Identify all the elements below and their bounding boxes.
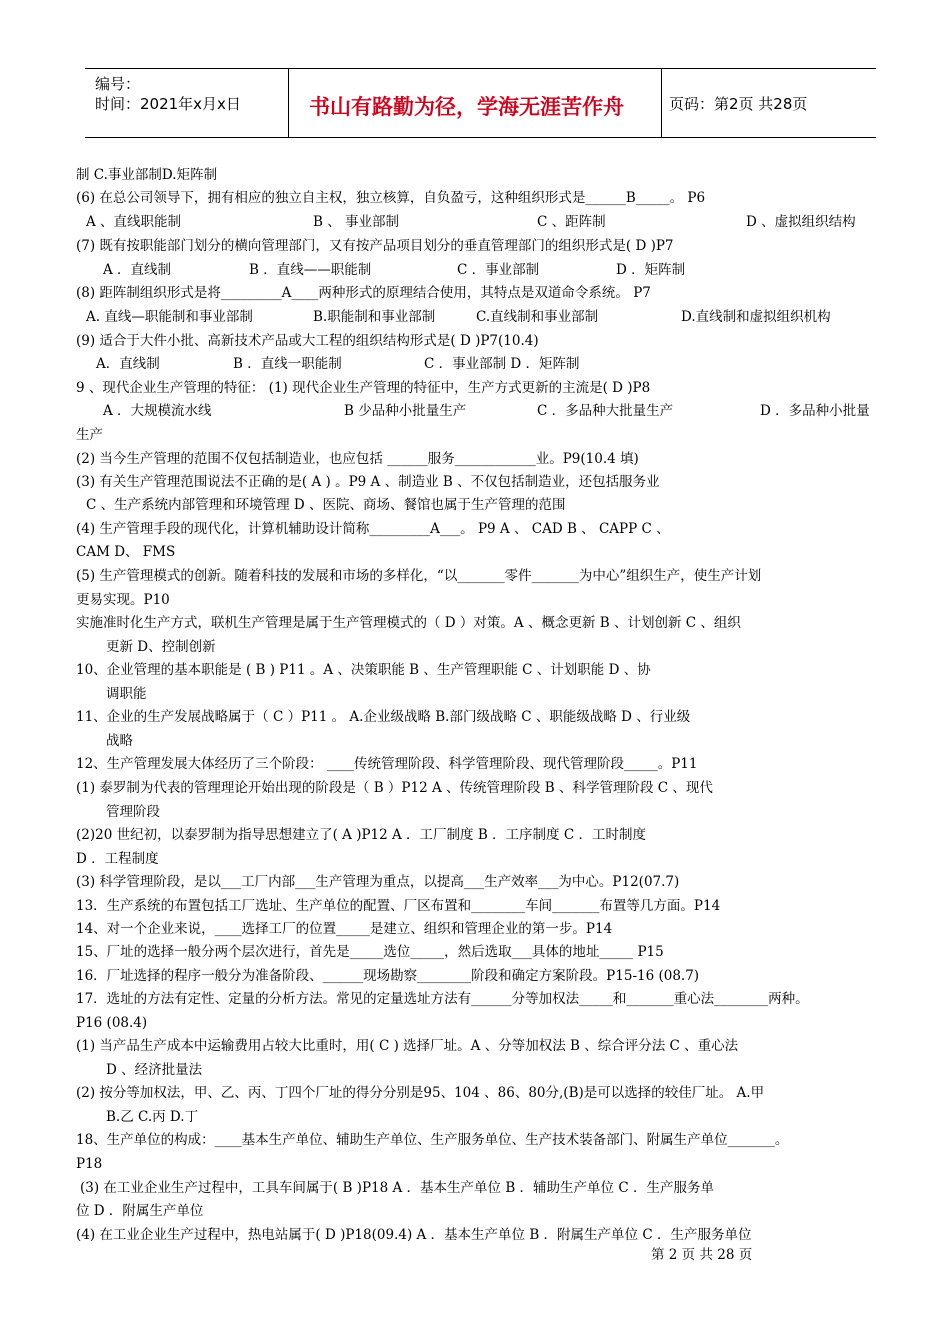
text-line [0, 683, 950, 705]
text-segment: 管理阶段 [106, 804, 160, 820]
text-line [0, 1035, 950, 1057]
text-line [0, 730, 950, 752]
text-segment: C ．事业部制 D ．矩阵制 [424, 356, 580, 372]
text-line [0, 235, 950, 257]
text-line [0, 565, 950, 587]
text-line [0, 448, 950, 470]
text-segment: (2) 按分等加权法，甲、乙、丙、丁四个厂址的得分分别是95、104 、86、80分,(B)是可以选择的较佳厂址。 A.甲 [76, 1085, 765, 1101]
text-segment: (8) 距阵制组织形式是将_________A____两种形式的原理结合使用，其特点是双道命令系统。 P7 [76, 285, 651, 301]
text-segment: 9 、现代企业生产管理的特征： (1) 现代企业生产管理的特征中，生产方式更新的主流是( D )P8 [76, 380, 651, 396]
text-segment: 实施准时化生产方式，联机生产管理是属于生产管理模式的（ D ）对策。A 、概念更新 B 、计划创新 C 、组织 [76, 615, 741, 631]
text-line [0, 1177, 950, 1199]
text-segment: B 、 事业部制 [313, 214, 400, 230]
text-segment: A 、直线职能制 [86, 214, 182, 230]
text-line [0, 941, 950, 963]
text-segment: C.直线制和事业部制 [476, 309, 599, 325]
text-line [0, 377, 950, 399]
text-line [0, 753, 950, 775]
text-segment: 10、企业管理的基本职能是 ( B ) P11 。A 、决策职能 B 、生产管理职能 C 、计划职能 D 、协 [76, 662, 651, 678]
text-segment: 14、对一个企业来说，____选择工厂的位置_____是建立、组织和管理企业的第一步。P14 [76, 921, 613, 937]
text-segment: 17．选址的方法有定性、定量的分析方法。常见的定量选址方法有______分等加权法_____和_______重心法________两种。 [76, 991, 809, 1007]
header-motto-cell [288, 69, 662, 137]
text-line [0, 801, 950, 823]
text-line [0, 1059, 950, 1081]
text-segment: 12、生产管理发展大体经历了三个阶段： ____传统管理阶段、科学管理阶段、现代管理阶段_____。P11 [76, 756, 698, 772]
header-table [85, 68, 876, 138]
text-line [0, 848, 950, 870]
text-segment: P16 (08.4) [76, 1015, 148, 1031]
time-label: 时间：2021年x月x日 [95, 95, 241, 113]
text-segment: (6) 在总公司领导下，拥有相应的独立自主权，独立核算，自负盈亏，这种组织形式是______B_____。 P6 [76, 190, 706, 206]
text-line [0, 1153, 950, 1175]
text-line [0, 824, 950, 846]
header-left-cell [85, 69, 288, 137]
text-segment: D.直线制和虚拟组织机构 [681, 309, 831, 325]
text-segment: 生产 [76, 427, 103, 443]
text-line [0, 871, 950, 893]
text-line [0, 1200, 950, 1222]
text-segment: B ．直线一职能制 [233, 356, 342, 372]
text-line [0, 918, 950, 940]
text-segment: 调职能 [106, 686, 147, 702]
text-line [0, 211, 950, 233]
text-line [0, 1224, 950, 1246]
text-segment: 15、厂址的选择一般分两个层次进行，首先是_____选位_____，然后选取___具体的地址_____ P15 [76, 944, 664, 960]
text-segment: (3) 科学管理阶段，是以___工厂内部___生产管理为重点，以提高___生产效率___为中心。P12(07.7) [76, 874, 680, 890]
text-line [0, 518, 950, 540]
text-segment: (1) 当产品生产成本中运输费用占较大比重时，用( C ) 选择厂址。A 、分等加权法 B 、综合评分法 C 、重心法 [76, 1038, 739, 1054]
text-segment: 更易实现。P10 [76, 592, 170, 608]
text-segment: A. 直线—职能制和事业部制 [86, 309, 253, 325]
page-footer: 第 2 页 共 28 页 [651, 1247, 753, 1263]
text-segment: B.职能制和事业部制 [313, 309, 436, 325]
text-line [0, 777, 950, 799]
text-line [0, 965, 950, 987]
text-segment: B ．直线——职能制 [249, 262, 372, 278]
text-segment: D 、虚拟组织结构 [746, 214, 856, 230]
text-segment: D ．多品种小批量 [760, 403, 870, 419]
text-segment: (3) 在工业企业生产过程中，工具车间属于( B )P18 A ．基本生产单位 B ．辅助生产单位 C ．生产服务单 [80, 1180, 714, 1196]
text-line [0, 471, 950, 493]
text-segment: A ．直线制 [103, 262, 172, 278]
text-segment: (3) 有关生产管理范围说法不正确的是( A ) 。P9 A 、制造业 B 、不仅包括制造业，还包括服务业 [76, 474, 660, 490]
text-segment: P18 [76, 1156, 103, 1172]
text-segment: A ．大规模流水线 [103, 403, 212, 419]
text-segment: 更新 D、控制创新 [106, 639, 216, 655]
text-line [0, 589, 950, 611]
text-segment: B 少品种小批量生产 [344, 403, 467, 419]
text-segment: C 、生产系统内部管理和环境管理 D 、医院、商场、餐馆也属于生产管理的范围 [86, 497, 566, 513]
text-line [0, 400, 950, 422]
text-segment: C 、距阵制 [537, 214, 606, 230]
text-line [0, 1082, 950, 1104]
text-line [0, 1012, 950, 1034]
text-segment: A．直线制 [96, 356, 160, 372]
text-segment: (7) 既有按职能部门划分的横向管理部门，又有按产品项目划分的垂直管理部门的组织形式是( D )P7 [76, 238, 674, 254]
text-line [0, 1129, 950, 1151]
serial-label: 编号： [95, 75, 141, 93]
text-segment: D ．矩阵制 [616, 262, 686, 278]
text-line [0, 612, 950, 634]
text-line [0, 424, 950, 446]
text-line [0, 353, 950, 375]
text-line [0, 306, 950, 328]
text-line [0, 164, 950, 186]
text-line [0, 636, 950, 658]
motto: 书山有路勤为径，学海无涯苦作舟 [309, 95, 624, 119]
text-line [0, 659, 950, 681]
text-line [0, 988, 950, 1010]
text-line [0, 187, 950, 209]
text-line [0, 259, 950, 281]
text-segment: 16．厂址选择的程序一般分为准备阶段、______现场勘察________阶段和确定方案阶段。P15-16 (08.7) [76, 968, 700, 984]
text-segment: 制 C.事业部制D.矩阵制 [76, 167, 218, 183]
text-segment: (5) 生产管理模式的创新。随着科技的发展和市场的多样化，“以_______零件_______为中心”组织生产，使生产计划 [76, 568, 762, 584]
text-segment: D 、经济批量法 [106, 1062, 203, 1078]
text-line [0, 541, 950, 563]
text-line [0, 282, 950, 304]
text-segment: C ．事业部制 [457, 262, 540, 278]
text-segment: (9) 适合于大件小批、高新技术产品或大工程的组织结构形式是( D )P7(10.4) [76, 333, 539, 349]
text-segment: 11、企业的生产发展战略属于（ C ）P11 。 A.企业级战略 B.部门级战略 C 、职能级战略 D 、行业级 [76, 709, 691, 725]
header-right-cell [661, 69, 876, 137]
text-segment: 13．生产系统的布置包括工厂选址、生产单位的配置、厂区布置和________车间_______布置等几方面。P14 [76, 898, 721, 914]
text-segment: C ．多品种大批量生产 [537, 403, 674, 419]
text-segment: (4) 生产管理手段的现代化，计算机辅助设计简称_________A___。 P9 A 、 CAD B 、 CAPP C 、 [76, 521, 670, 537]
text-segment: B.乙 C.丙 D.丁 [106, 1109, 199, 1125]
text-segment: (1) 泰罗制为代表的管理理论开始出现的阶段是（ B ）P12 A 、传统管理阶段 B 、科学管理阶段 C 、现代 [76, 780, 713, 796]
text-segment: (2)20 世纪初，以泰罗制为指导思想建立了( A )P12 A ．工厂制度 B ．工序制度 C ．工时制度 [76, 827, 646, 843]
text-segment: 18、生产单位的构成：____基本生产单位、辅助生产单位、生产服务单位、生产技术装备部门、附属生产单位_______。 [76, 1132, 789, 1148]
text-segment: 战略 [106, 733, 133, 749]
text-segment: (4) 在工业企业生产过程中，热电站属于( D )P18(09.4) A ．基本生产单位 B ．附属生产单位 C ．生产服务单位 [76, 1227, 752, 1243]
text-segment: 位 D ．附属生产单位 [76, 1203, 204, 1219]
text-line [0, 895, 950, 917]
text-line [0, 706, 950, 728]
text-line [0, 330, 950, 352]
text-line [0, 1106, 950, 1128]
text-line [0, 494, 950, 516]
text-segment: (2) 当今生产管理的范围不仅包括制造业，也应包括 ______服务____________业。P9(10.4 填) [76, 451, 639, 467]
text-segment: D ．工程制度 [76, 851, 159, 867]
text-segment: CAM D、 FMS [76, 544, 176, 560]
page-label: 页码：第2页 共28页 [669, 95, 808, 113]
